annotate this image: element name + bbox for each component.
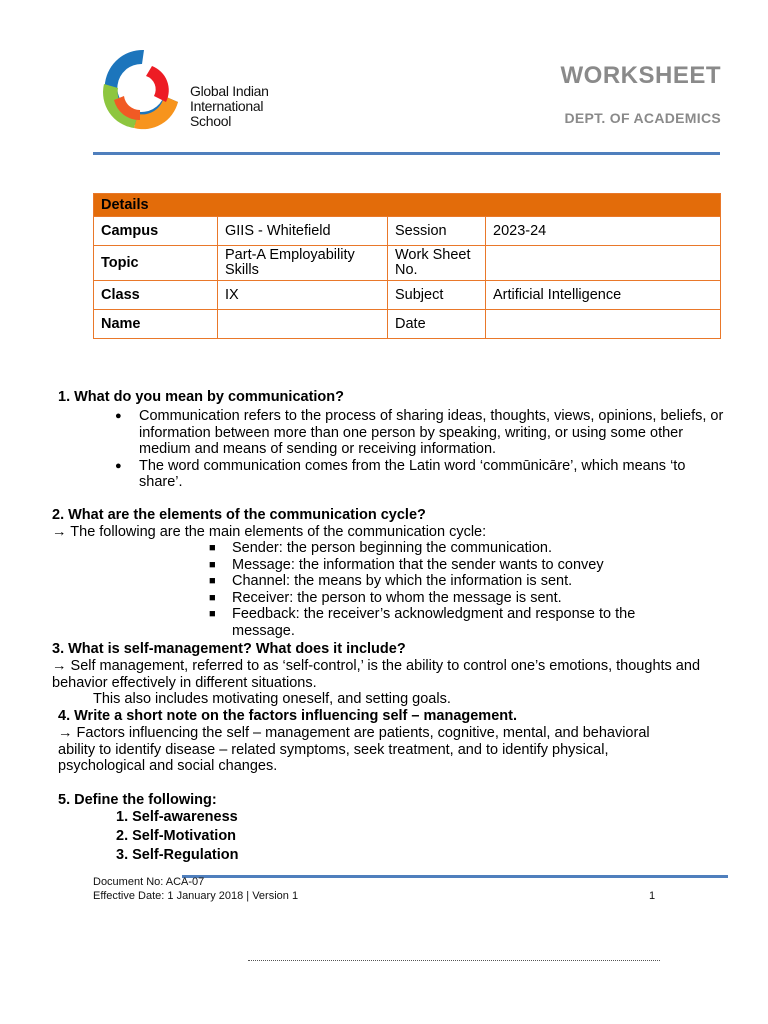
effective-date: Effective Date: 1 January 2018 | Version 1: [93, 890, 299, 902]
date-label: Date: [388, 310, 486, 339]
document-number: Document No: ACA-07: [93, 876, 205, 888]
worksheet-title: WORKSHEET: [560, 62, 721, 89]
details-heading: Details: [94, 194, 721, 217]
header-rule: [93, 152, 720, 155]
list-item: ● The word communication comes from the Latin word ‘commūnicāre’, which means ‘to share’.: [139, 458, 729, 491]
school-logo: [94, 44, 184, 134]
worksheet-no-value: [486, 246, 721, 281]
q2-element-list: [232, 540, 702, 640]
q5-item-2: 2. Self-Motivation: [116, 828, 237, 844]
department-label: DEPT. OF ACADEMICS: [564, 110, 721, 126]
list-item: ■ Channel: the means by which the information is sent.: [232, 573, 702, 590]
q4-answer: → Factors influencing the self – management are patients, cognitive, mental, and behavioral ability to identify disease – related symptoms, seek treatment, and to identify physical, psychological and social changes.: [58, 725, 650, 775]
table-row: [94, 281, 721, 310]
school-name-line-2: International: [190, 98, 264, 114]
class-value: IX: [218, 281, 388, 310]
list-item: ■ Feedback: the receiver’s acknowledgment and response to the message.: [232, 606, 702, 639]
class-label: Class: [94, 281, 218, 310]
q5-item-3: 3. Self-Regulation: [116, 847, 239, 863]
name-label: Name: [94, 310, 218, 339]
details-header-row: [94, 194, 721, 217]
q2-intro: → The following are the main elements of the communication cycle:: [52, 524, 487, 540]
table-row: [94, 246, 721, 281]
question-3: 3. What is self-management? What does it include?: [52, 641, 406, 657]
session-value: 2023-24: [486, 217, 721, 246]
dotted-rule: [248, 960, 660, 961]
list-item: ■ Message: the information that the sender wants to convey: [232, 557, 702, 574]
subject-label: Subject: [388, 281, 486, 310]
question-2: 2. What are the elements of the communication cycle?: [52, 507, 426, 523]
question-1: 1. What do you mean by communication?: [58, 389, 344, 405]
page-number: 1: [649, 890, 656, 902]
q3-answer-extra: This also includes motivating oneself, and setting goals.: [93, 691, 451, 707]
session-label: Session: [388, 217, 486, 246]
list-item: ● Communication refers to the process of sharing ideas, thoughts, views, opinions, beliefs, or information between more than one person by speaking, writing, or using some other medium and means of sending or receiving information.: [139, 408, 729, 458]
details-table: [93, 193, 721, 339]
topic-label: Topic: [94, 246, 218, 281]
table-row: [94, 217, 721, 246]
table-row: [94, 310, 721, 339]
subject-value: Artificial Intelligence: [486, 281, 721, 310]
q1-answer-list: [139, 408, 729, 491]
question-4: 4. Write a short note on the factors influencing self – management.: [58, 708, 517, 724]
name-value: [218, 310, 388, 339]
school-name-line-3: School: [190, 113, 232, 129]
q5-item-1: 1. Self-awareness: [116, 809, 238, 825]
campus-label: Campus: [94, 217, 218, 246]
topic-value: Part-A Employability Skills: [218, 246, 388, 281]
list-item: ■ Receiver: the person to whom the message is sent.: [232, 590, 702, 607]
q3-answer: → Self management, referred to as ‘self-control,’ is the ability to control one’s emotions, thoughts and behavior effectively in different situations.: [52, 658, 701, 691]
school-name-line-1: Global Indian: [190, 83, 269, 99]
question-5: 5. Define the following:: [58, 792, 217, 808]
date-value: [486, 310, 721, 339]
list-item: ■ Sender: the person beginning the communication.: [232, 540, 702, 557]
footer-rule: [182, 875, 728, 878]
campus-value: GIIS - Whitefield: [218, 217, 388, 246]
worksheet-no-label: Work Sheet No.: [388, 246, 486, 281]
